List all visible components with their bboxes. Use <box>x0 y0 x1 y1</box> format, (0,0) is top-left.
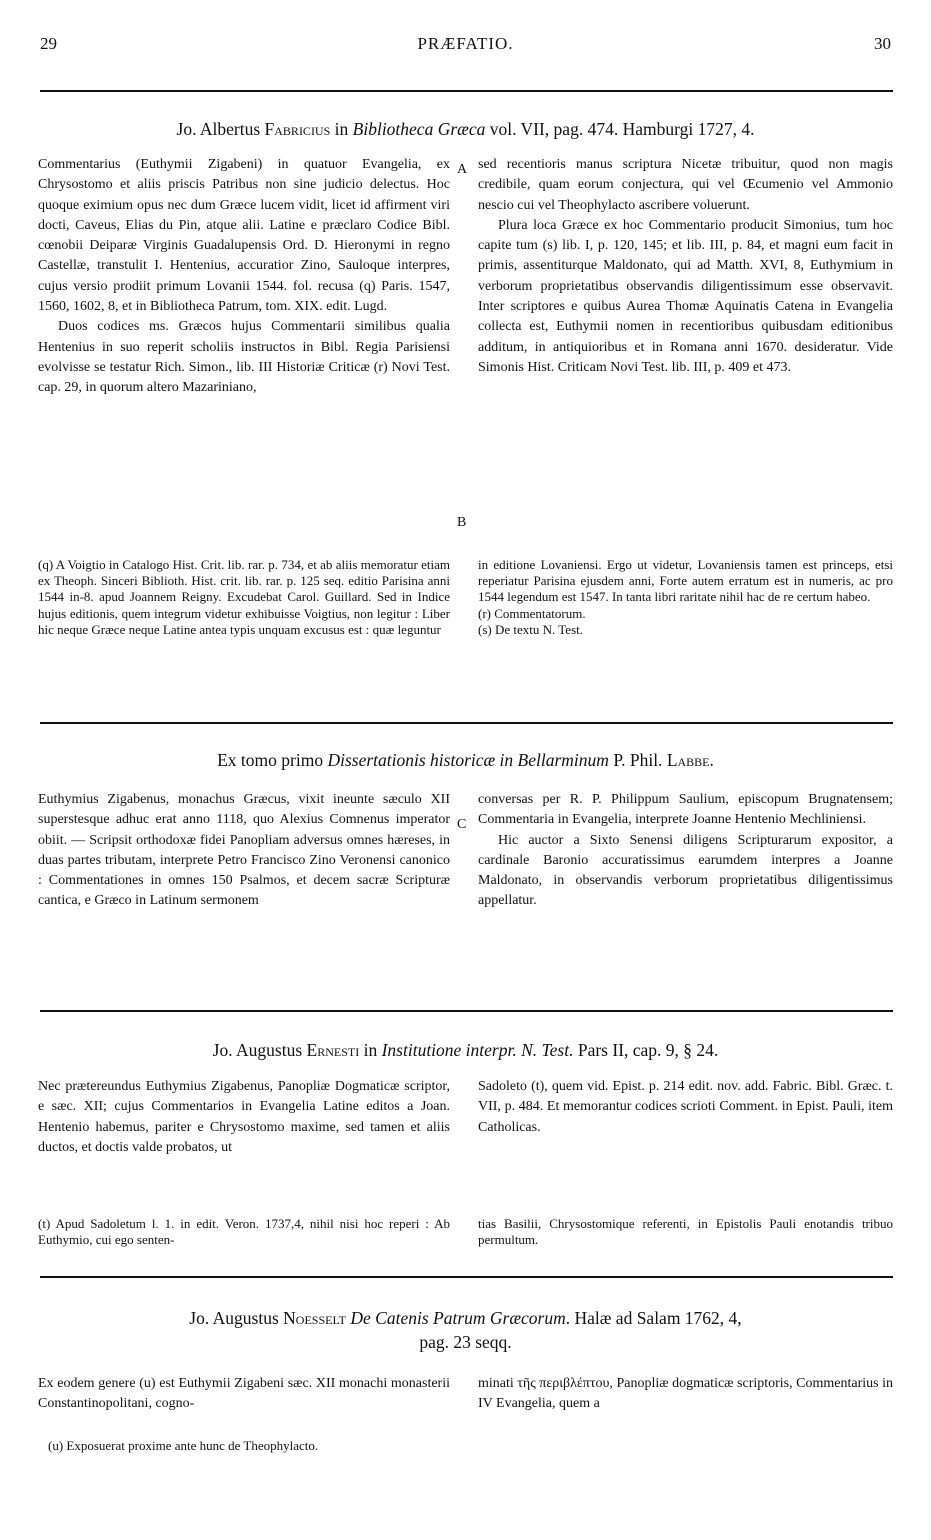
title-text: Jo. Augustus <box>189 1308 284 1328</box>
left-column-noesselt <box>38 1374 450 1415</box>
section-rule <box>40 722 893 724</box>
title-line-1 <box>40 1306 891 1330</box>
footnote-text: (u) Exposuerat proxime ante hunc de Theophylacto. <box>48 1438 319 1453</box>
footnote-t <box>38 1216 450 1248</box>
paragraph: Ex eodem genere (u) est Euthymii Zigabeni sæc. XII monachi monasterii Constantinopolitani, cogno- <box>38 1376 450 1412</box>
title-text: Pars II, cap. 9, § 24. <box>573 1040 719 1060</box>
left-column-ernesti <box>38 1077 450 1158</box>
author-name: Labbe <box>666 750 710 770</box>
footnote-u <box>48 1438 888 1454</box>
left-column-fabricius <box>38 155 450 399</box>
footnote-t-continued <box>478 1216 893 1248</box>
work-title: Bibliotheca Græca <box>352 119 486 139</box>
title-text: vol. VII, pag. 474. Hamburgi 1727, 4. <box>485 119 755 139</box>
margin-mark-c: C <box>457 817 467 832</box>
title-text: in <box>330 119 353 139</box>
footnote-s: (s) De textu N. Test. <box>478 621 583 637</box>
title-text: . <box>709 750 714 770</box>
left-column-labbe <box>38 790 450 912</box>
section-rule <box>40 1010 893 1012</box>
paragraph: Duos codices ms. Græcos hujus Commentarii similibus qualia Hentenius in suo reperit scholiis instructos in Bibl. Regia Parisiensi evolvisse se testatur Rich. Simon., lib. III Historiæ Criticæ (r) Novi Test. cap. 29, in quorum altero Mazariniano, <box>38 319 450 396</box>
paragraph: Hic auctor a Sixto Senensi diligens Scripturarum expositor, a cardinale Baronio accuratissimus earumdem interpres a Joanne Maldonato, in observandis verborum proprietatibus diligentissimus appellatur. <box>478 832 893 909</box>
running-title: PRÆFATIO. <box>417 34 514 53</box>
author-name: Noesselt <box>283 1308 347 1328</box>
right-column-fabricius <box>478 155 893 378</box>
paragraph: Commentarius (Euthymii Zigabeni) in quatuor Evangelia, ex Chrysostomo et aliis priscis Patribus non sine judicio delectus. Hoc quoque eximium opus nec dum Græce lucem vidit, licet id affirment viri docti, Caveus, Elias du Pin, atque alii. Latine e præclaro Codice Bibl. cœnobii Deiparæ Virginis Guadalupensis Ord. D. Hieronymi in regno Castellæ, transtulit I. Hentenius, accuratior Zino, Sauloque interpres, cujus versio prodiit primum Lovanii 1544. fol. recusa (q) Paris. 1547, 1560, 1602, 8, et in Bibliotheca Patrum, tom. XIX. edit. Lugd. <box>38 157 450 315</box>
section-title-ernesti <box>40 1038 891 1062</box>
title-text: P. Phil. <box>608 750 667 770</box>
author-name: Ernesti <box>306 1040 360 1060</box>
section-title-labbe <box>40 748 891 772</box>
paragraph: sed recentioris manus scriptura Nicetæ tribuitur, quod non magis credibile, quam eorum conjectura, qui vel Œcumenio vel Ammonio nescio cui vel Theophylacto ascribere voluerunt. <box>478 157 893 213</box>
title-text: Jo. Albertus <box>176 119 265 139</box>
paragraph: Nec prætereundus Euthymius Zigabenus, Panopliæ Dogmaticæ scriptor, e sæc. XII; cujus Commentarios in Evangelia Latine editos a Joan. Hentenio habemus, pariter e Chrysostomo maxime, sed tamen et aliis ductos, et doctis valde probatos, ut <box>38 1079 450 1155</box>
footnote-text: (t) Apud Sadoletum l. 1. in edit. Veron. 1737,4, nihil nisi hoc reperi : Ab Euthymio, cui ego senten- <box>38 1216 450 1248</box>
left-page-number: 29 <box>40 34 57 53</box>
margin-mark-a: A <box>457 162 468 177</box>
footnotes-right-fabricius <box>478 557 893 638</box>
title-line-2: pag. 23 seqq. <box>419 1332 512 1352</box>
page-header <box>40 34 891 58</box>
author-name: Fabricius <box>264 119 331 139</box>
paragraph: Euthymius Zigabenus, monachus Græcus, vixit ineunte sæculo XII superstesque adhuc erat anno 1118, quo Alexius Comnenus imperator obiit. — Scripsit orthodoxæ fidei Panopliam adversus omnes hæreses, in duas partes tributam, interprete Petro Francisco Zino Veronensi canonico : Commentationes in omnes 150 Psalmos, et decem sacræ Scripturæ cantica, e Græco in Latinum sermonem <box>38 792 450 909</box>
paragraph: Plura loca Græce ex hoc Commentario producit Simonius, tum hoc capite tum (s) lib. I, p. 120, 145; et lib. III, p. 84, et magni eum facit in primis, assentiturque Maldonato, qui ad Matth. XVI, 8, Euthymium in verborum proprietatibus observandis diligentissimum esse observavit. Inter scriptores e quibus Aurea Thomæ Aquinatis Catena in Evangelia collecta est, Euthymii nomen in recentioribus quibusdam editionibus additum, in antiquioribus et in Romana anni 1670. desideratur. Vide Simonis Hist. Criticam Novi Test. lib. III, p. 409 et 473. <box>478 217 893 375</box>
title-text: Jo. Augustus <box>212 1040 307 1060</box>
work-title: De Catenis Patrum Græcorum <box>350 1308 566 1328</box>
section-rule <box>40 1276 893 1278</box>
margin-mark-b: B <box>457 515 467 530</box>
right-column-labbe <box>478 790 893 912</box>
footnote-r: (r) Commentatorum. <box>478 605 586 621</box>
footnote-text: (q) A Voigtio in Catalogo Hist. Crit. lib. rar. p. 734, et ab aliis memoratur etiam ex Theoph. Sinceri Biblioth. Hist. crit. lib. rar. p. 125 seq. editio Parisina anni 1544 in-8. apud Joannem Reigny. Excudebat Carol. Guillard. Sed in Indice hujus editionis, quem integrum videtur exhibuisse Voigtius, non legitur : Liber hic neque Græce neque Latine antea typis unquam excusus est : quæ leguntur <box>38 557 450 637</box>
header-rule <box>40 90 893 92</box>
paragraph: Sadoleto (t), quem vid. Epist. p. 214 edit. nov. add. Fabric. Bibl. Græc. t. VII, p. 484. Et memorantur codices scrioti Comment. in Epist. Pauli, item Catholicas. <box>478 1079 893 1135</box>
right-column-noesselt <box>478 1374 893 1415</box>
paragraph: minati τῆς περιβλέπτου, Panopliæ dogmaticæ scriptoris, Commentarius in IV Evangelia, quem a <box>478 1376 893 1412</box>
work-title: Institutione interpr. N. Test. <box>381 1040 574 1060</box>
title-text: . Halæ ad Salam 1762, 4, <box>565 1308 742 1328</box>
section-title-noesselt <box>40 1306 891 1354</box>
footnote-q <box>38 557 450 638</box>
title-text: Ex tomo primo <box>217 750 328 770</box>
work-title: Dissertationis historicæ in Bellarminum <box>327 750 609 770</box>
section-title-fabricius <box>40 117 891 141</box>
title-text: in <box>359 1040 382 1060</box>
paragraph: conversas per R. P. Philippum Saulium, episcopum Brugnatensem; Commentaria in Evangelia, interprete Joanne Hentenio Mechliniensi. <box>478 792 893 828</box>
right-column-ernesti <box>478 1077 893 1138</box>
footnote-text: tias Basilii, Chrysostomique referenti, in Epistolis Pauli enotandis tribuo permultum. <box>478 1216 893 1248</box>
footnote-text: in editione Lovaniensi. Ergo ut videtur, Lovaniensis tamen est princeps, etsi reperiatur Parisina ejusdem anni, Forte autem erratum est in numeris, ac pro 1544 legendum est 1547. In tanta libri raritate nihil hac de re certum habeo. <box>478 557 893 605</box>
right-page-number: 30 <box>874 34 891 53</box>
